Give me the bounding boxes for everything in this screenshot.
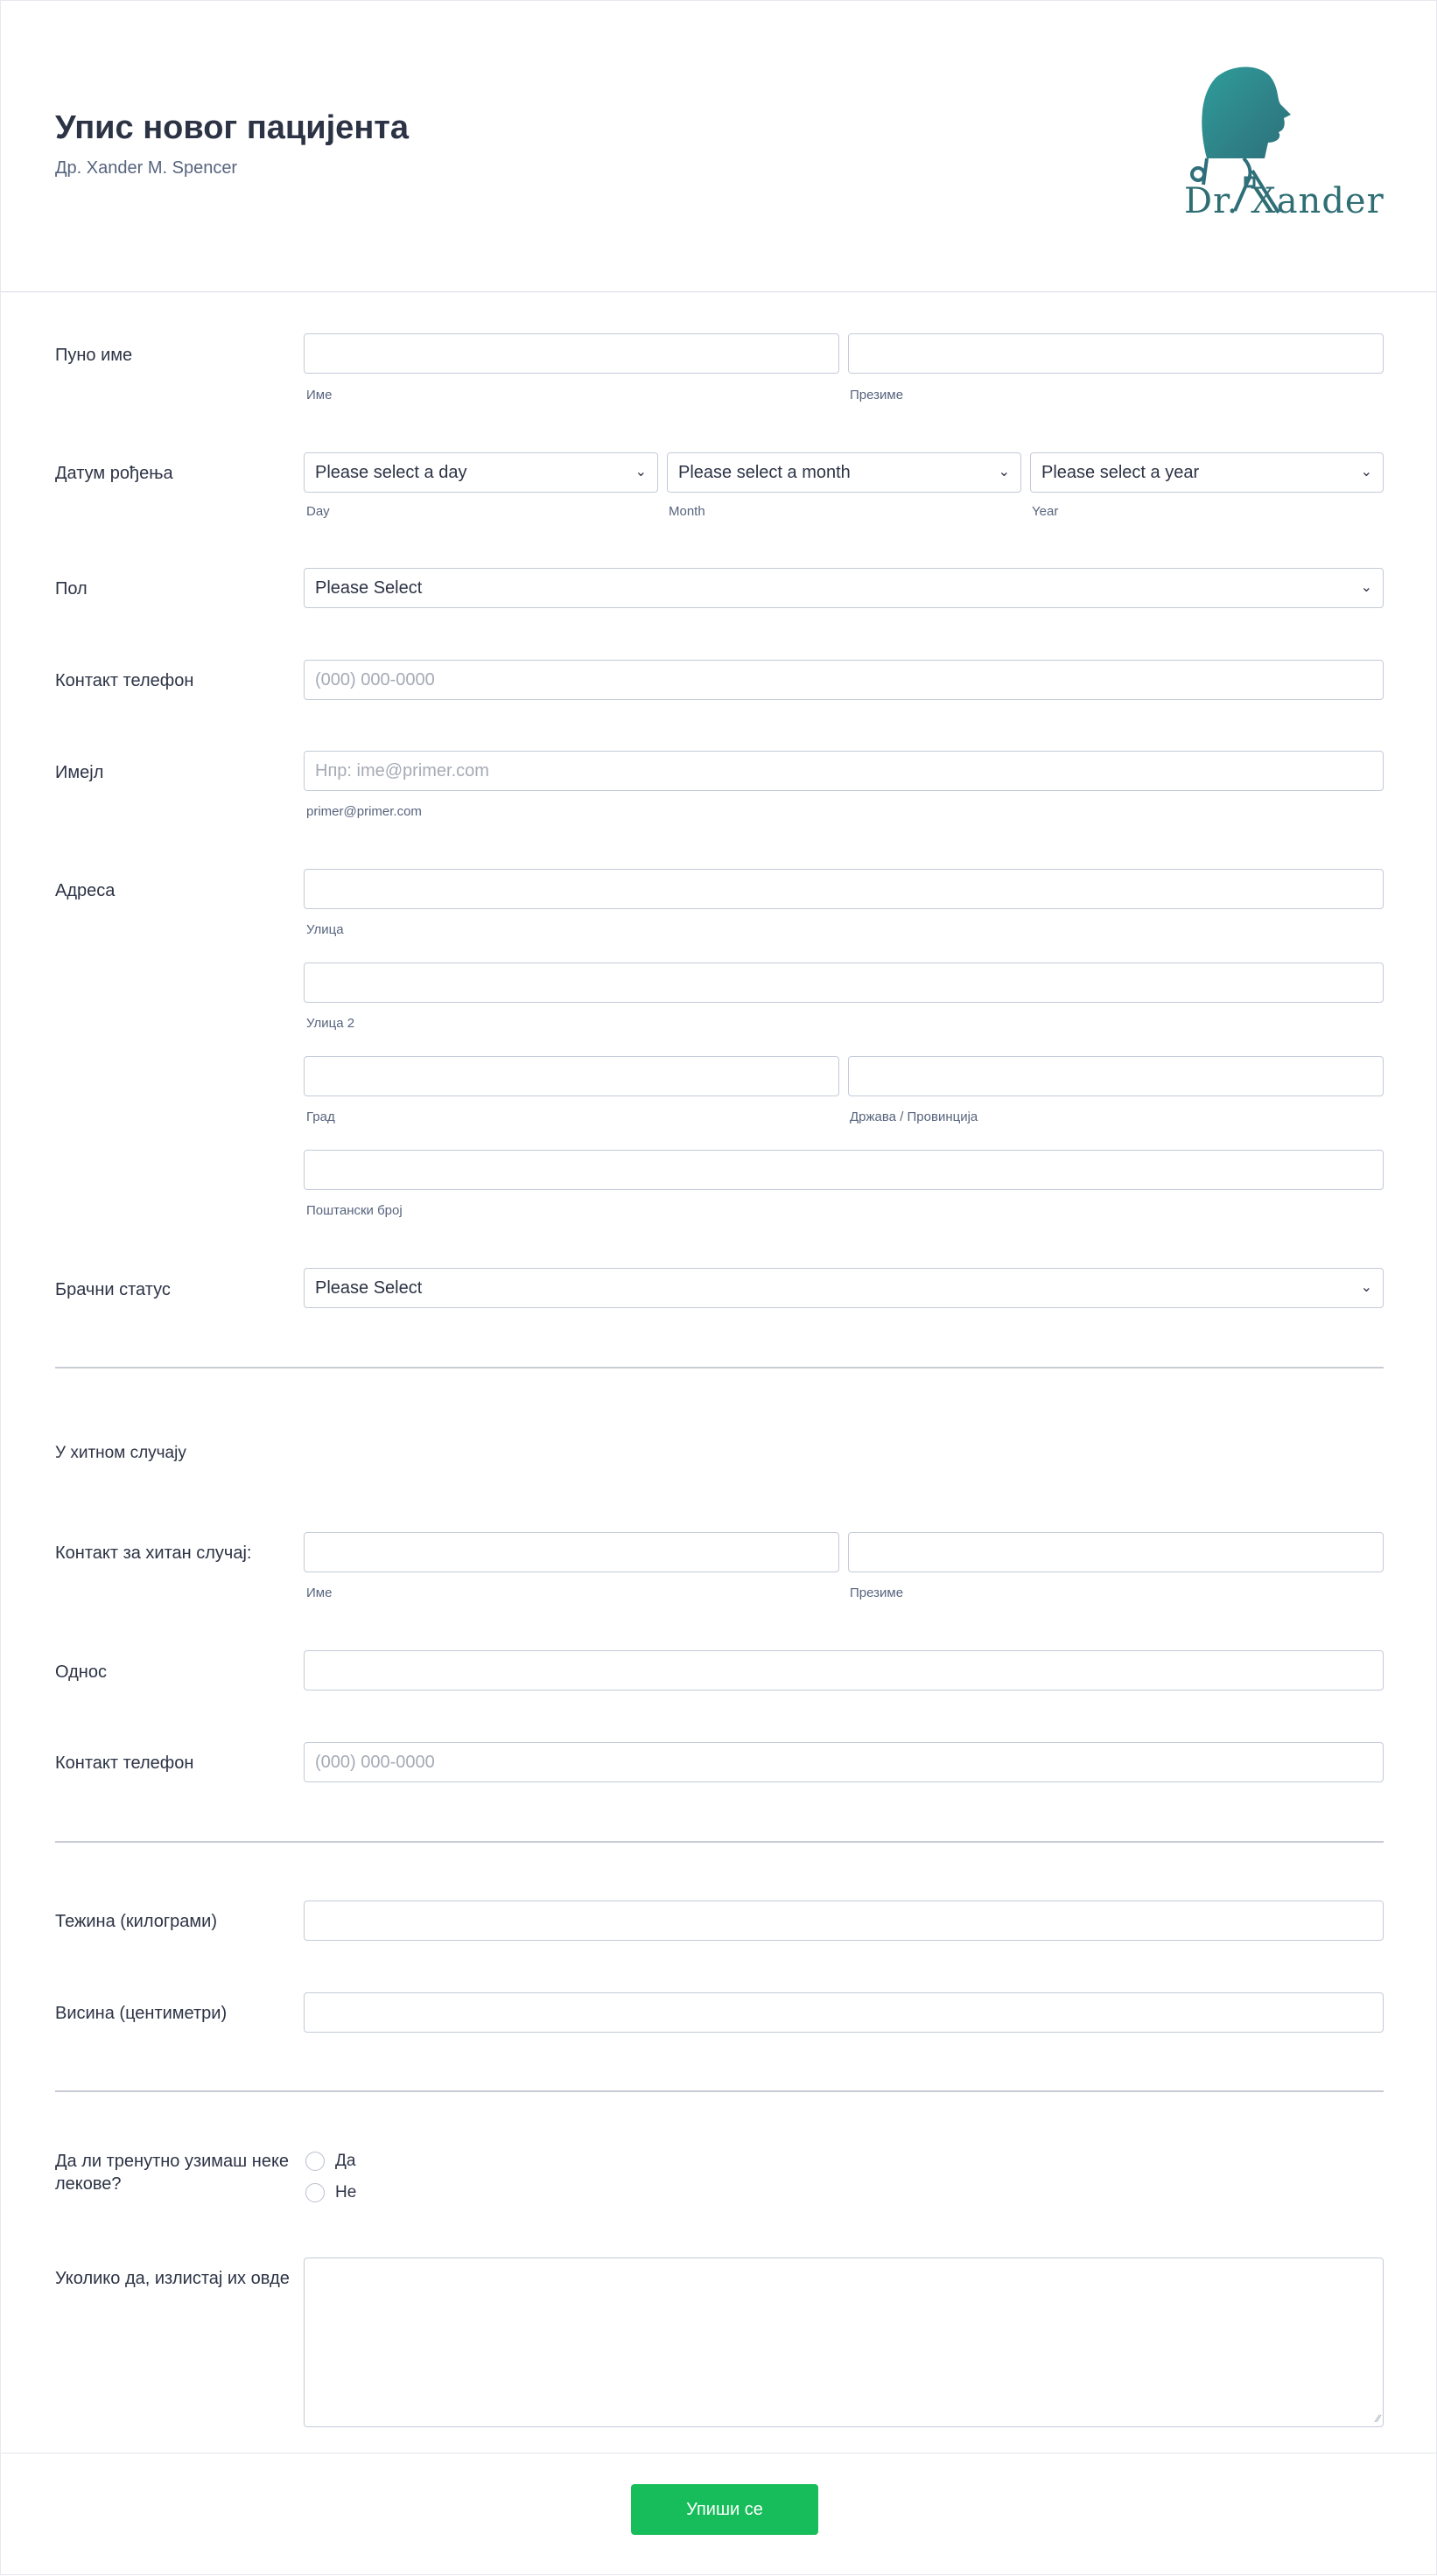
birth-day-value: Please select a day	[315, 463, 467, 482]
marital-select[interactable]	[304, 1268, 1384, 1308]
radio-no[interactable]	[305, 2183, 325, 2202]
page-subtitle: Др. Xander M. Spencer	[55, 158, 238, 178]
last-name-input[interactable]	[848, 333, 1384, 374]
first-name-sublabel: Име	[306, 388, 333, 402]
medications-question: Да ли тренутно узимаш неке лекове?	[55, 2152, 290, 2194]
option-no[interactable]	[305, 2181, 356, 2204]
full-name-label: Пуно име	[55, 346, 133, 365]
emergency-heading: У хитном случају	[55, 1444, 186, 1462]
resize-handle-icon[interactable]: ∕∕	[1376, 2412, 1380, 2425]
email-sublabel: primer@primer.com	[306, 804, 422, 819]
emergency-first-name-input[interactable]	[304, 1532, 839, 1572]
state-input[interactable]	[848, 1056, 1384, 1096]
phone-label: Контакт телефон	[55, 671, 194, 690]
last-name-sublabel: Презиме	[850, 388, 904, 402]
email-input[interactable]: Нпр: ime@primer.com	[304, 751, 1384, 791]
state-sublabel: Држава / Провинција	[850, 1110, 978, 1124]
page-title: Упис новог пацијента	[55, 109, 410, 146]
phone-input[interactable]: (000) 000-0000	[304, 660, 1384, 700]
emergency-first-sublabel: Име	[306, 1586, 333, 1600]
chevron-down-icon: ⌄	[1360, 580, 1372, 595]
street-input[interactable]	[304, 869, 1384, 909]
birth-day-select[interactable]	[304, 452, 658, 493]
city-sublabel: Град	[306, 1110, 335, 1124]
medications-list-label: Уколико да, излистај их овде	[55, 2269, 290, 2288]
weight-input[interactable]	[304, 1900, 1384, 1941]
street-sublabel: Улица	[306, 922, 344, 937]
weight-label: Тежина (килограми)	[55, 1912, 217, 1931]
marital-label: Брачни статус	[55, 1280, 171, 1299]
emergency-phone-input[interactable]: (000) 000-0000	[304, 1742, 1384, 1782]
chevron-down-icon: ⌄	[1360, 1280, 1372, 1295]
zip-sublabel: Поштански број	[306, 1203, 403, 1218]
logo-wordmark: Dr. Xander	[1184, 181, 1384, 221]
form-header	[1, 1, 1436, 292]
birth-month-select[interactable]	[667, 452, 1021, 493]
email-label: Имејл	[55, 763, 104, 782]
zip-input[interactable]	[304, 1150, 1384, 1190]
section-divider	[55, 1367, 1384, 1368]
section-divider	[55, 1841, 1384, 1843]
emergency-contact-label: Контакт за хитан случај:	[55, 1544, 252, 1563]
option-yes-label: Да	[335, 2152, 356, 2170]
day-sublabel: Day	[306, 504, 330, 519]
option-no-label: Не	[335, 2183, 357, 2202]
emergency-last-name-input[interactable]	[848, 1532, 1384, 1572]
chevron-down-icon: ⌄	[998, 465, 1010, 480]
birth-year-value: Please select a year	[1041, 463, 1200, 482]
option-yes[interactable]	[305, 2150, 355, 2173]
chevron-down-icon: ⌄	[1360, 465, 1372, 480]
street2-input[interactable]	[304, 962, 1384, 1003]
marital-value: Please Select	[315, 1278, 423, 1298]
relation-label: Однос	[55, 1662, 107, 1682]
city-input[interactable]	[304, 1056, 839, 1096]
emergency-last-sublabel: Презиме	[850, 1586, 904, 1600]
birth-date-label: Датум рођења	[55, 464, 173, 483]
gender-select[interactable]	[304, 568, 1384, 608]
chevron-down-icon: ⌄	[634, 465, 647, 480]
address-label: Адреса	[55, 881, 116, 900]
radio-yes[interactable]	[305, 2152, 325, 2171]
birth-year-select[interactable]	[1030, 452, 1384, 493]
birth-month-value: Please select a month	[678, 463, 851, 482]
month-sublabel: Month	[669, 504, 705, 519]
street2-sublabel: Улица 2	[306, 1016, 355, 1031]
section-divider	[55, 2090, 1384, 2092]
gender-label: Пол	[55, 579, 88, 598]
height-label: Висина (центиметри)	[55, 2004, 228, 2023]
first-name-input[interactable]	[304, 333, 839, 374]
gender-value: Please Select	[315, 578, 423, 598]
emergency-phone-label: Контакт телефон	[55, 1754, 194, 1773]
height-input[interactable]	[304, 1992, 1384, 2033]
year-sublabel: Year	[1032, 504, 1059, 519]
medications-textarea[interactable]	[304, 2258, 1384, 2427]
submit-button[interactable]: Упиши се	[631, 2484, 818, 2535]
form-footer	[1, 2453, 1436, 2576]
relation-input[interactable]	[304, 1650, 1384, 1690]
